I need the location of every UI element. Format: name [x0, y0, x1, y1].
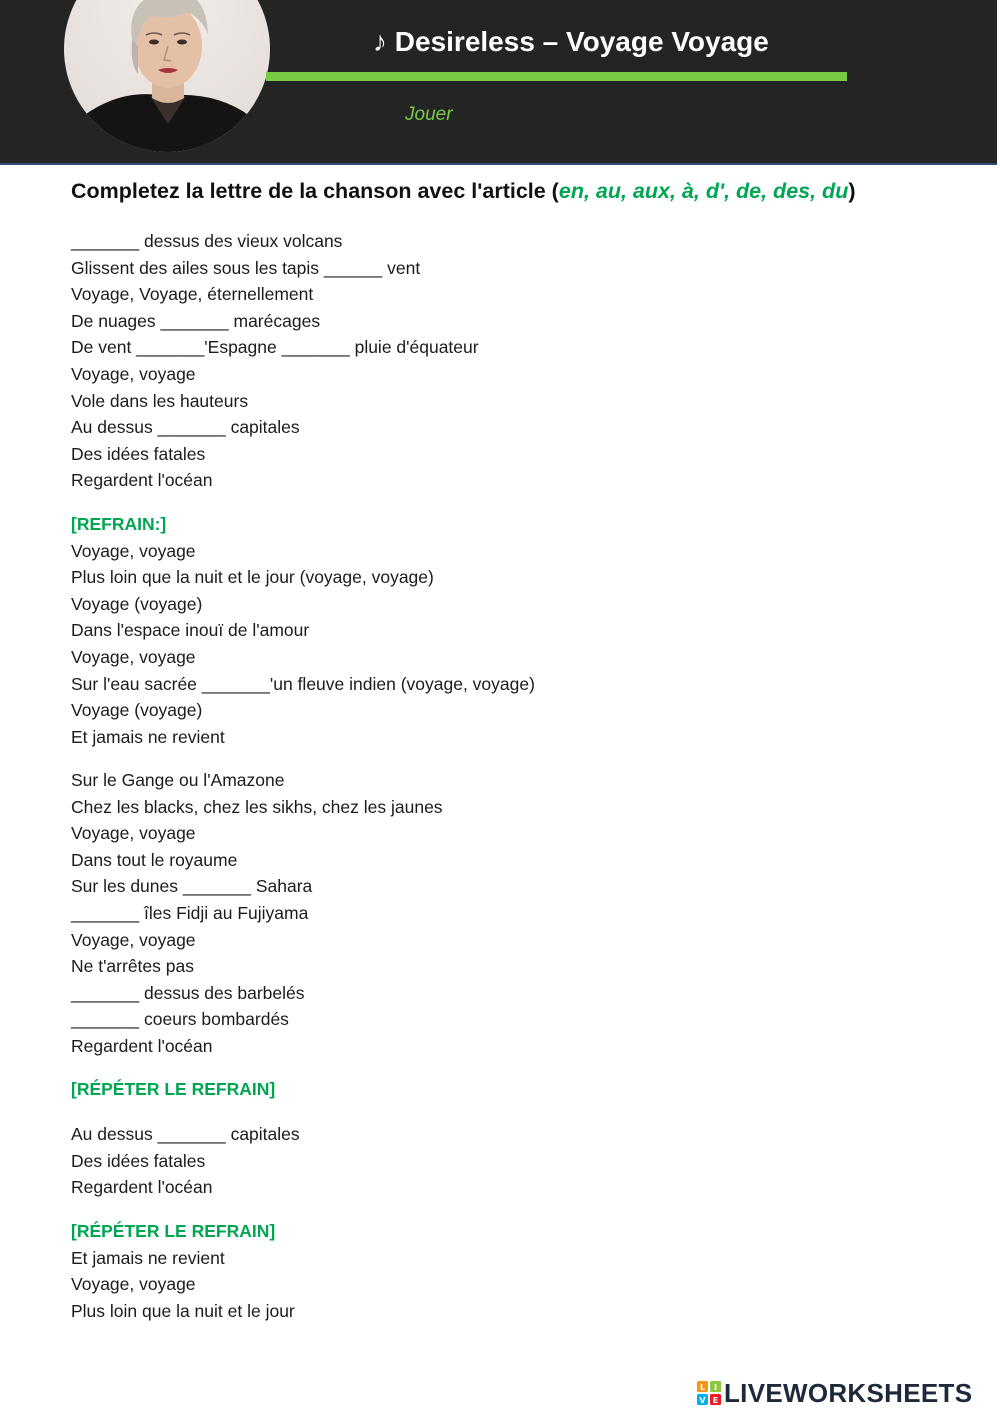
instruction-heading [71, 176, 971, 206]
header-banner [0, 0, 997, 165]
liveworksheets-logo-icon [697, 1381, 721, 1405]
lyric-line: Voyage, voyage [71, 646, 196, 667]
lyric-line: Au dessus _______ capitales [71, 417, 300, 438]
lyric-line: Voyage, voyage [71, 540, 196, 561]
stanza-2 [71, 767, 443, 1060]
lyric-line: Plus loin que la nuit et le jour (voyage, voyage) [71, 567, 434, 588]
lyric-line: Dans tout le royaume [71, 849, 238, 870]
stanza-refrain [71, 511, 535, 750]
lyric-line: _______ dessus des vieux volcans [71, 231, 343, 251]
repeat-refrain-marker: [RÉPÉTER LE REFRAIN] [71, 1221, 276, 1241]
title-underline-bar [266, 72, 847, 81]
lyric-line: Et jamais ne revient [71, 726, 225, 747]
singer-portrait-image [64, 0, 270, 152]
lyric-line: De vent _______'Espagne _______ pluie d'équateur [71, 337, 479, 358]
logo-letter: E [712, 1395, 719, 1405]
lyric-line: Regardent l'océan [71, 1177, 213, 1198]
logo-letter: I [714, 1382, 717, 1392]
liveworksheets-logo[interactable] [697, 1376, 972, 1410]
stanza-3 [71, 1121, 300, 1201]
play-link[interactable]: Jouer [405, 104, 453, 125]
lyric-line: _______ coeurs bombardés [71, 1009, 289, 1030]
lyric-line: Des idées fatales [71, 443, 206, 464]
repeat-refrain-marker: [RÉPÉTER LE REFRAIN] [71, 1079, 276, 1099]
lyric-line: Des idées fatales [71, 1150, 206, 1171]
lyric-line: Voyage, voyage [71, 929, 196, 950]
stanza-final [71, 1218, 295, 1324]
lyric-line: De nuages _______ marécages [71, 310, 321, 331]
lyric-line: Sur le Gange ou l'Amazone [71, 770, 285, 790]
lyric-line: Et jamais ne revient [71, 1247, 225, 1268]
lyric-line: Sur les dunes _______ Sahara [71, 876, 313, 897]
liveworksheets-logo-text: LIVEWORKSHEETS [724, 1378, 973, 1408]
lyric-line: Ne t'arrêtes pas [71, 956, 194, 977]
logo-letter: L [699, 1382, 706, 1392]
lyric-line: Sur l'eau sacrée _______'un fleuve indien (voyage, voyage) [71, 673, 535, 694]
logo-letter: V [699, 1395, 706, 1405]
page-title: ♪ Desireless – Voyage Voyage [373, 26, 769, 57]
lyric-line: Plus loin que la nuit et le jour [71, 1300, 295, 1321]
lyric-line: Au dessus _______ capitales [71, 1124, 300, 1144]
article-list: en, au, aux, à, d', de, des, du [558, 179, 849, 203]
lyric-line: Voyage (voyage) [71, 700, 203, 721]
lyric-line: Regardent l'océan [71, 1035, 213, 1056]
lyric-line: Voyage, voyage [71, 363, 196, 384]
lyric-line: Dans l'espace inouï de l'amour [71, 620, 310, 641]
lyric-line: Chez les blacks, chez les sikhs, chez les jaunes [71, 796, 443, 817]
lyric-line: _______ îles Fidji au Fujiyama [71, 902, 309, 923]
repeat-refrain-1 [71, 1076, 275, 1103]
lyric-line: Voyage (voyage) [71, 593, 203, 614]
lyric-line: Regardent l'océan [71, 470, 213, 491]
refrain-marker: [REFRAIN:] [71, 514, 167, 534]
lyric-line: Voyage, Voyage, éternellement [71, 284, 314, 305]
instruction-text: Completez la lettre de la chanson avec l'article ( [71, 179, 559, 203]
lyric-line: Glissent des ailes sous les tapis ______ vent [71, 257, 421, 278]
lyric-line: _______ dessus des barbelés [71, 982, 305, 1003]
lyric-line: Voyage, voyage [71, 823, 196, 844]
instruction-close: ) [848, 179, 856, 203]
lyric-line: Vole dans les hauteurs [71, 390, 249, 411]
singer-photo [64, 0, 270, 152]
stanza-1 [71, 228, 479, 494]
lyric-line: Voyage, voyage [71, 1274, 196, 1295]
